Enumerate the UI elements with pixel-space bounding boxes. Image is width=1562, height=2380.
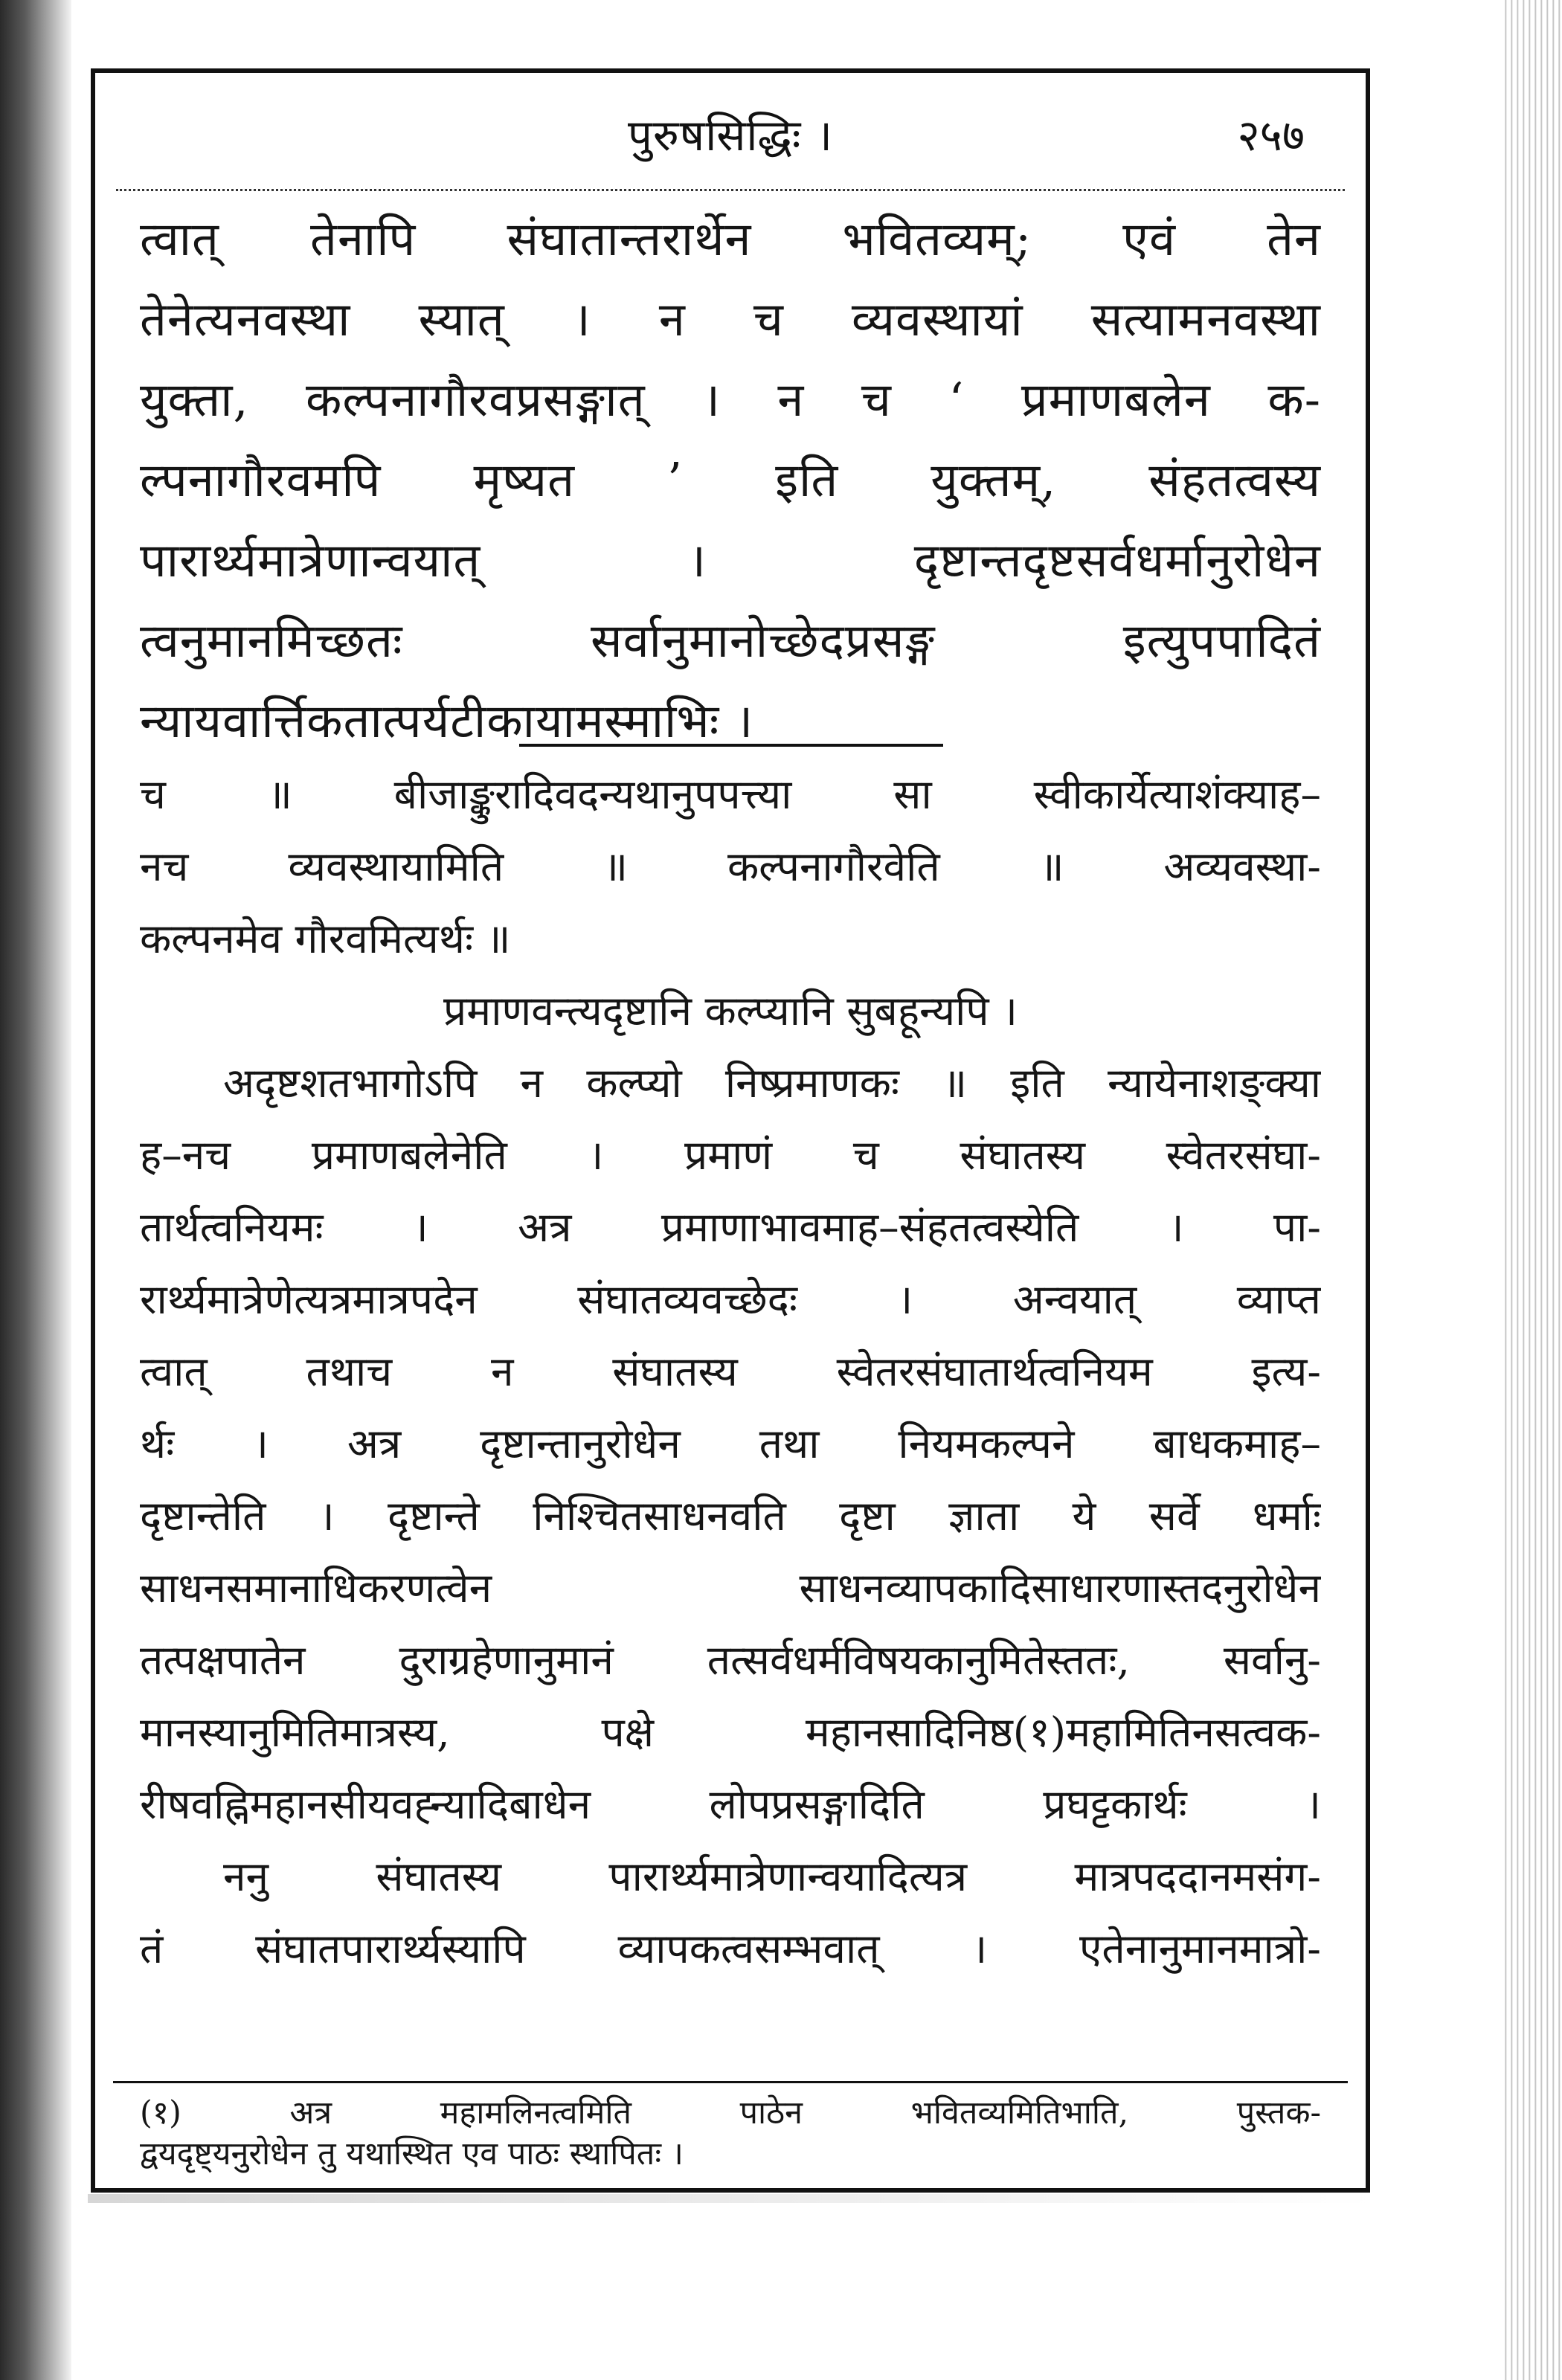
footnote-rule xyxy=(113,2081,1348,2083)
commentary-line: साधनसमानाधिकरणत्वेन साधनव्यापकादिसाधारणास्तदनुरोधेन xyxy=(140,1564,1321,1612)
quoted-verse-line: अदृष्टशतभागोऽपि न कल्प्यो निष्प्रमाणकः ॥ इति न्यायेनाशङ्क्या xyxy=(223,1059,1321,1107)
page-bottom-edge xyxy=(88,2194,1375,2203)
scan-left-shadow xyxy=(0,0,71,2380)
main-text-line: ल्पनागौरवमपि मृष्यत ’ इति युक्तम्, संहतत्वस्य xyxy=(140,453,1321,507)
commentary-line: ननु संघातस्य पारार्थ्यमात्रेणान्वयादित्यत्र मात्रपददानमसंग- xyxy=(223,1853,1321,1900)
commentary-line: तं संघातपारार्थ्यस्यापि व्यापकत्वसम्भवात् । एतेनानुमानमात्रो- xyxy=(140,1925,1321,1972)
book-page xyxy=(91,68,1370,2193)
main-text-line: तेनेत्यनवस्था स्यात् । न च व्यवस्थायां सत्यामनवस्था xyxy=(140,292,1321,347)
commentary-line: रार्थ्यमात्रेणेत्यत्रमात्रपदेन संघातव्यवच्छेदः । अन्वयात् व्याप्त xyxy=(140,1276,1321,1323)
quoted-verse-line: प्रमाणवन्त्यदृष्टानि कल्प्यानि सुबहून्यपि । xyxy=(443,987,1018,1035)
main-text-line: त्वात् तेनापि संघातान्तरार्थेन भवितव्यम्; एवं तेन xyxy=(140,212,1321,266)
commentary-line: नच व्यवस्थायामिति ॥ कल्पनागौरवेति ॥ अव्यवस्था- xyxy=(140,843,1321,890)
commentary-line: मानस्यानुमितिमात्रस्य, पक्षे महानसादिनिष्ठ(१)महामितिनसत्वक- xyxy=(140,1708,1321,1756)
header-dotted-rule xyxy=(116,189,1345,191)
commentary-line: रीषवह्निमहानसीयवह्न्यादिबाधेन लोपप्रसङ्गादिति प्रघट्टकार्थः । xyxy=(140,1781,1321,1828)
footnote xyxy=(140,2093,1321,2175)
page-header xyxy=(95,106,1366,176)
main-text-line: युक्ता, कल्पनागौरवप्रसङ्गात् । न च ‘ प्रमाणबलेन क- xyxy=(140,373,1321,427)
commentary-text xyxy=(140,759,1321,2079)
footnote-line: (१) अत्र महामलिनत्वमिति पाठेन भवितव्यमितिभाति, पुस्तक- xyxy=(140,2094,1321,2132)
commentary-line: च ॥ बीजाङ्कुरादिवदन्यथानुपपत्त्या सा स्वीकार्येत्याशंक्याह– xyxy=(140,771,1321,818)
footnote-line: द्वयदृष्ट्यनुरोधेन तु यथास्थित एव पाठः स्थापितः । xyxy=(140,2135,684,2172)
commentary-line: तार्थत्वनियमः । अत्र प्रमाणाभावमाह–संहतत्वस्येति । पा- xyxy=(140,1203,1321,1251)
commentary-line: ह–नच प्रमाणबलेनेति । प्रमाणं च संघातस्य स्वेतरसंघा- xyxy=(140,1131,1321,1179)
scan-right-edge xyxy=(1501,0,1562,2380)
commentary-line: र्थः । अत्र दृष्टान्तानुरोधेन तथा नियमकल्पने बाधकमाह– xyxy=(140,1420,1321,1467)
commentary-line: दृष्टान्तेति । दृष्टान्ते निश्चितसाधनवति दृष्टा ज्ञाता ये सर्वे धर्माः xyxy=(140,1492,1321,1540)
main-text-line: पारार्थ्यमात्रेणान्वयात् । दृष्टान्तदृष्टसर्वधर्मानुरोधेन xyxy=(140,533,1321,588)
commentary-line: तत्पक्षपातेन दुराग्रहेणानुमानं तत्सर्वधर्मविषयकानुमितेस्ततः, सर्वानु- xyxy=(140,1636,1321,1684)
main-text xyxy=(140,199,1321,765)
main-text-line: न्यायवार्त्तिकतात्पर्यटीकायामस्माभिः । xyxy=(140,694,754,748)
main-text-line: त्वनुमानमिच्छतः सर्वानुमानोच्छेदप्रसङ्ग इत्युपपादितं xyxy=(140,614,1321,668)
commentary-line: कल्पनमेव गौरवमित्यर्थः ॥ xyxy=(140,915,511,962)
page-number: २५७ xyxy=(1237,110,1305,161)
main-commentary-separator xyxy=(519,744,943,747)
running-title: पुरुषसिद्धिः । xyxy=(628,110,833,161)
commentary-line: त्वात् तथाच न संघातस्य स्वेतरसंघातार्थत्वनियम इत्य- xyxy=(140,1348,1321,1395)
